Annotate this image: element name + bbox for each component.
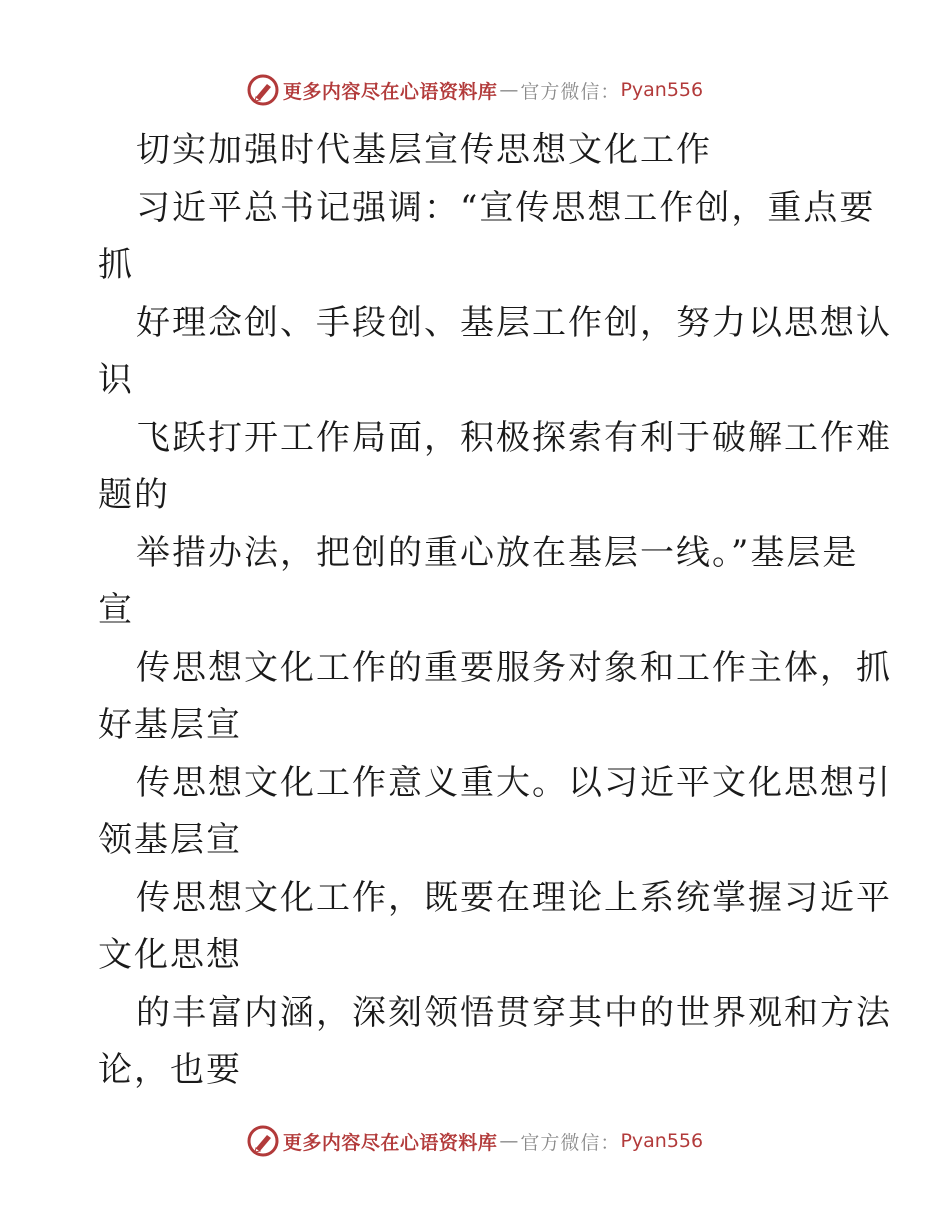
text-line: 抓 [98, 245, 134, 285]
site-name: 更多内容尽在心语资料库 [282, 1131, 498, 1154]
text-line: 好基层宣 [98, 705, 242, 745]
header-banner [0, 70, 950, 110]
text-line: 举措办法，把创的重心放在基层一线。”基层是 [136, 532, 859, 573]
pen-logo-icon [247, 1125, 279, 1157]
banner-separator: — [499, 79, 519, 101]
text-line: 识 [98, 360, 134, 400]
text-line: 飞跃打开工作局面，积极探索有利于破解工作难 [136, 417, 892, 458]
text-line: 论，也要 [98, 1050, 242, 1090]
text-line: 文化思想 [98, 935, 242, 975]
wechat-id: Pyan556 [620, 1130, 704, 1152]
text-line: 宣 [98, 590, 134, 630]
banner-separator: — [499, 1130, 519, 1152]
site-name: 更多内容尽在心语资料库 [282, 80, 498, 103]
text-line: 题的 [98, 475, 170, 515]
document-body [98, 122, 892, 1100]
pen-logo-icon [247, 74, 279, 106]
text-line: 传思想文化工作，既要在理论上系统掌握习近平 [136, 877, 892, 918]
text-line: 领基层宣 [98, 820, 242, 860]
text-line: 的丰富内涵，深刻领悟贯穿其中的世界观和方法 [136, 992, 892, 1033]
text-line: 好理念创、手段创、基层工作创，努力以思想认 [136, 302, 892, 343]
text-line: 传思想文化工作的重要服务对象和工作主体，抓 [136, 647, 892, 688]
wechat-label: 官方微信： [520, 80, 621, 103]
footer-banner [0, 1121, 950, 1161]
text-line: 习近平总书记强调：“宣传思想工作创，重点要 [136, 187, 876, 228]
wechat-id: Pyan556 [620, 79, 704, 101]
text-line: 传思想文化工作意义重大。以习近平文化思想引 [136, 762, 892, 803]
wechat-label: 官方微信： [520, 1131, 621, 1154]
document-title: 切实加强时代基层宣传思想文化工作 [136, 130, 712, 170]
